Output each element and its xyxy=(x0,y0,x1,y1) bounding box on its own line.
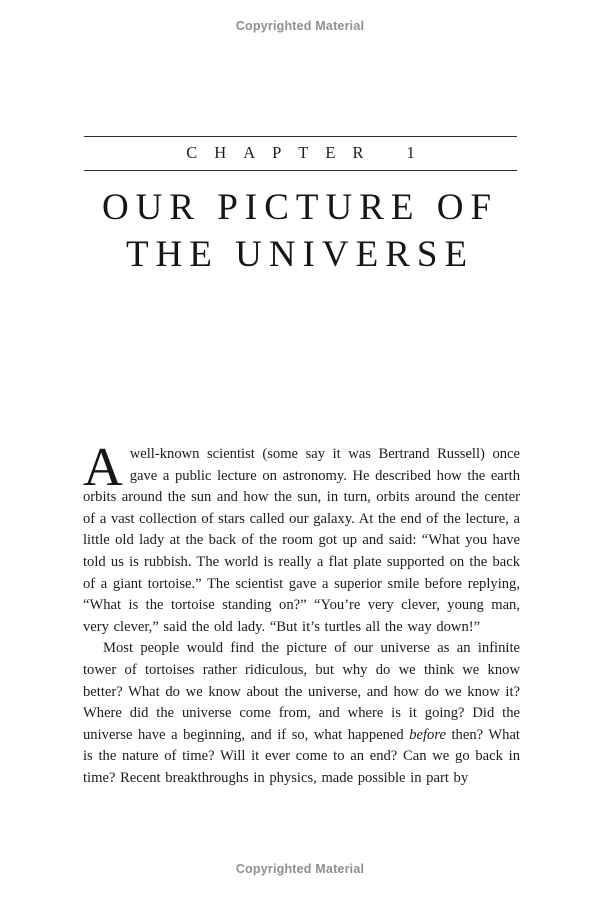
chapter-title-line2: THE UNIVERSE xyxy=(125,234,475,275)
chapter-number: 1 xyxy=(406,143,415,162)
copyright-notice-bottom: Copyrighted Material xyxy=(235,862,365,876)
paragraph-1 xyxy=(83,436,520,638)
paragraph-2 xyxy=(83,638,520,789)
drop-cap: A xyxy=(83,436,123,497)
paragraph-2-text-after: then? What is the nature of time? Will it ever come to an end? Can we go back in time? Recent breakthroughs in physics, made possible in part by xyxy=(83,726,520,786)
copyright-notice-top: Copyrighted Material xyxy=(235,19,365,33)
chapter-heading xyxy=(84,136,517,171)
chapter-title xyxy=(0,184,600,278)
chapter-title-line1: OUR PICTURE OF xyxy=(101,187,499,228)
paragraph-1-text: well-known scientist (some say it was Bertrand Russell) once gave a public lecture on astronomy. He described how the earth orbits around the sun and how the sun, in turn, orbits around the center of a vast collection of stars called our galaxy. At the end of the lecture, a little old lady at the back of the room got up and said: “What you have told us is rubbish. The world is really a flat plate supported on the back of a giant tortoise.” The scientist gave a superior smile before replying, “What is the tortoise standing on?” “You’re very clever, young man, very clever,” said the old lady. “But it’s turtles all the way down!” xyxy=(83,446,520,635)
body-text xyxy=(83,436,520,790)
paragraph-2-text-before: Most people would find the picture of our universe as an infinite tower of tortoises rather ridiculous, but why do we think we know better? What do we know about the universe, and how do we know it? Where did the universe come from, and where is it going? Did the universe have a beginning, and if so, what happened xyxy=(83,640,520,743)
chapter-label: CHAPTER xyxy=(186,143,381,162)
paragraph-2-italic-word: before xyxy=(409,726,446,743)
